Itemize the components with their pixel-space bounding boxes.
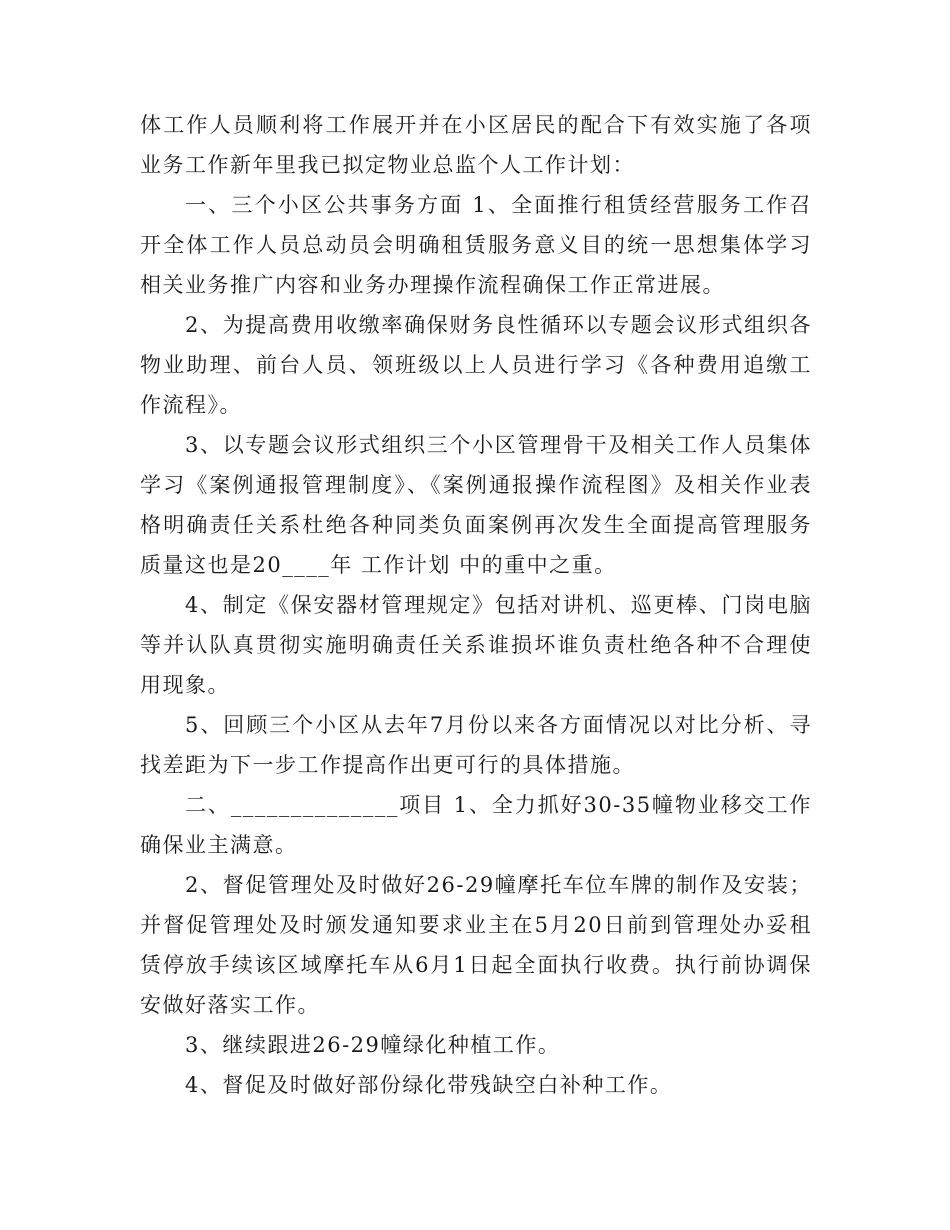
paragraph-section-one-item-3: 3、以专题会议形式组织三个小区管理骨干及相关工作人员集体学习《案例通报管理制度》、《案例通报操作流程图》及相关作业表格明确责任关系杜绝各种同类负面案例再次发生全面提高管理服务质量这也是20____年 工作计划 中的重中之重。 [140,433,812,577]
paragraph-section-one-item-5: 5、回顾三个小区从去年7月份以来各方面情况以对比分析、寻找差距为下一步工作提高作出更可行的具体措施。 [140,713,812,777]
paragraph-section-two-item-1: 二、______________项目 1、全力抓好30-35幢物业移交工作确保业主满意。 [140,793,812,857]
paragraph-section-one-item-4: 4、制定《保安器材管理规定》包括对讲机、巡更棒、门岗电脑等并认队真贯彻实施明确责任关系谁损坏谁负责杜绝各种不合理使用现象。 [140,593,812,697]
document-body [140,105,812,1105]
paragraph-section-one-item-2: 2、为提高费用收缴率确保财务良性循环以专题会议形式组织各物业助理、前台人员、领班级以上人员进行学习《各种费用追缴工作流程》。 [140,313,812,417]
paragraph-section-two-item-3: 3、继续跟进26-29幢绿化种植工作。 [185,1033,561,1057]
paragraph-section-two-item-4: 4、督促及时做好部份绿化带残缺空白补种工作。 [185,1073,673,1097]
paragraph-intro: 体工作人员顺利将工作展开并在小区居民的配合下有效实施了各项业务工作新年里我已拟定物业总监个人工作计划： [140,113,812,177]
paragraph-section-two-item-2: 2、督促管理处及时做好26-29幢摩托车位车牌的制作及安装；并督促管理处及时颁发通知要求业主在5月20日前到管理处办妥租赁停放手续该区域摩托车从6月1日起全面执行收费。执行前协调保安做好落实工作。 [140,873,812,1017]
paragraph-section-one-item-1: 一、三个小区公共事务方面 1、全面推行租赁经营服务工作召开全体工作人员总动员会明确租赁服务意义目的统一思想集体学习相关业务推广内容和业务办理操作流程确保工作正常进展。 [140,193,812,297]
